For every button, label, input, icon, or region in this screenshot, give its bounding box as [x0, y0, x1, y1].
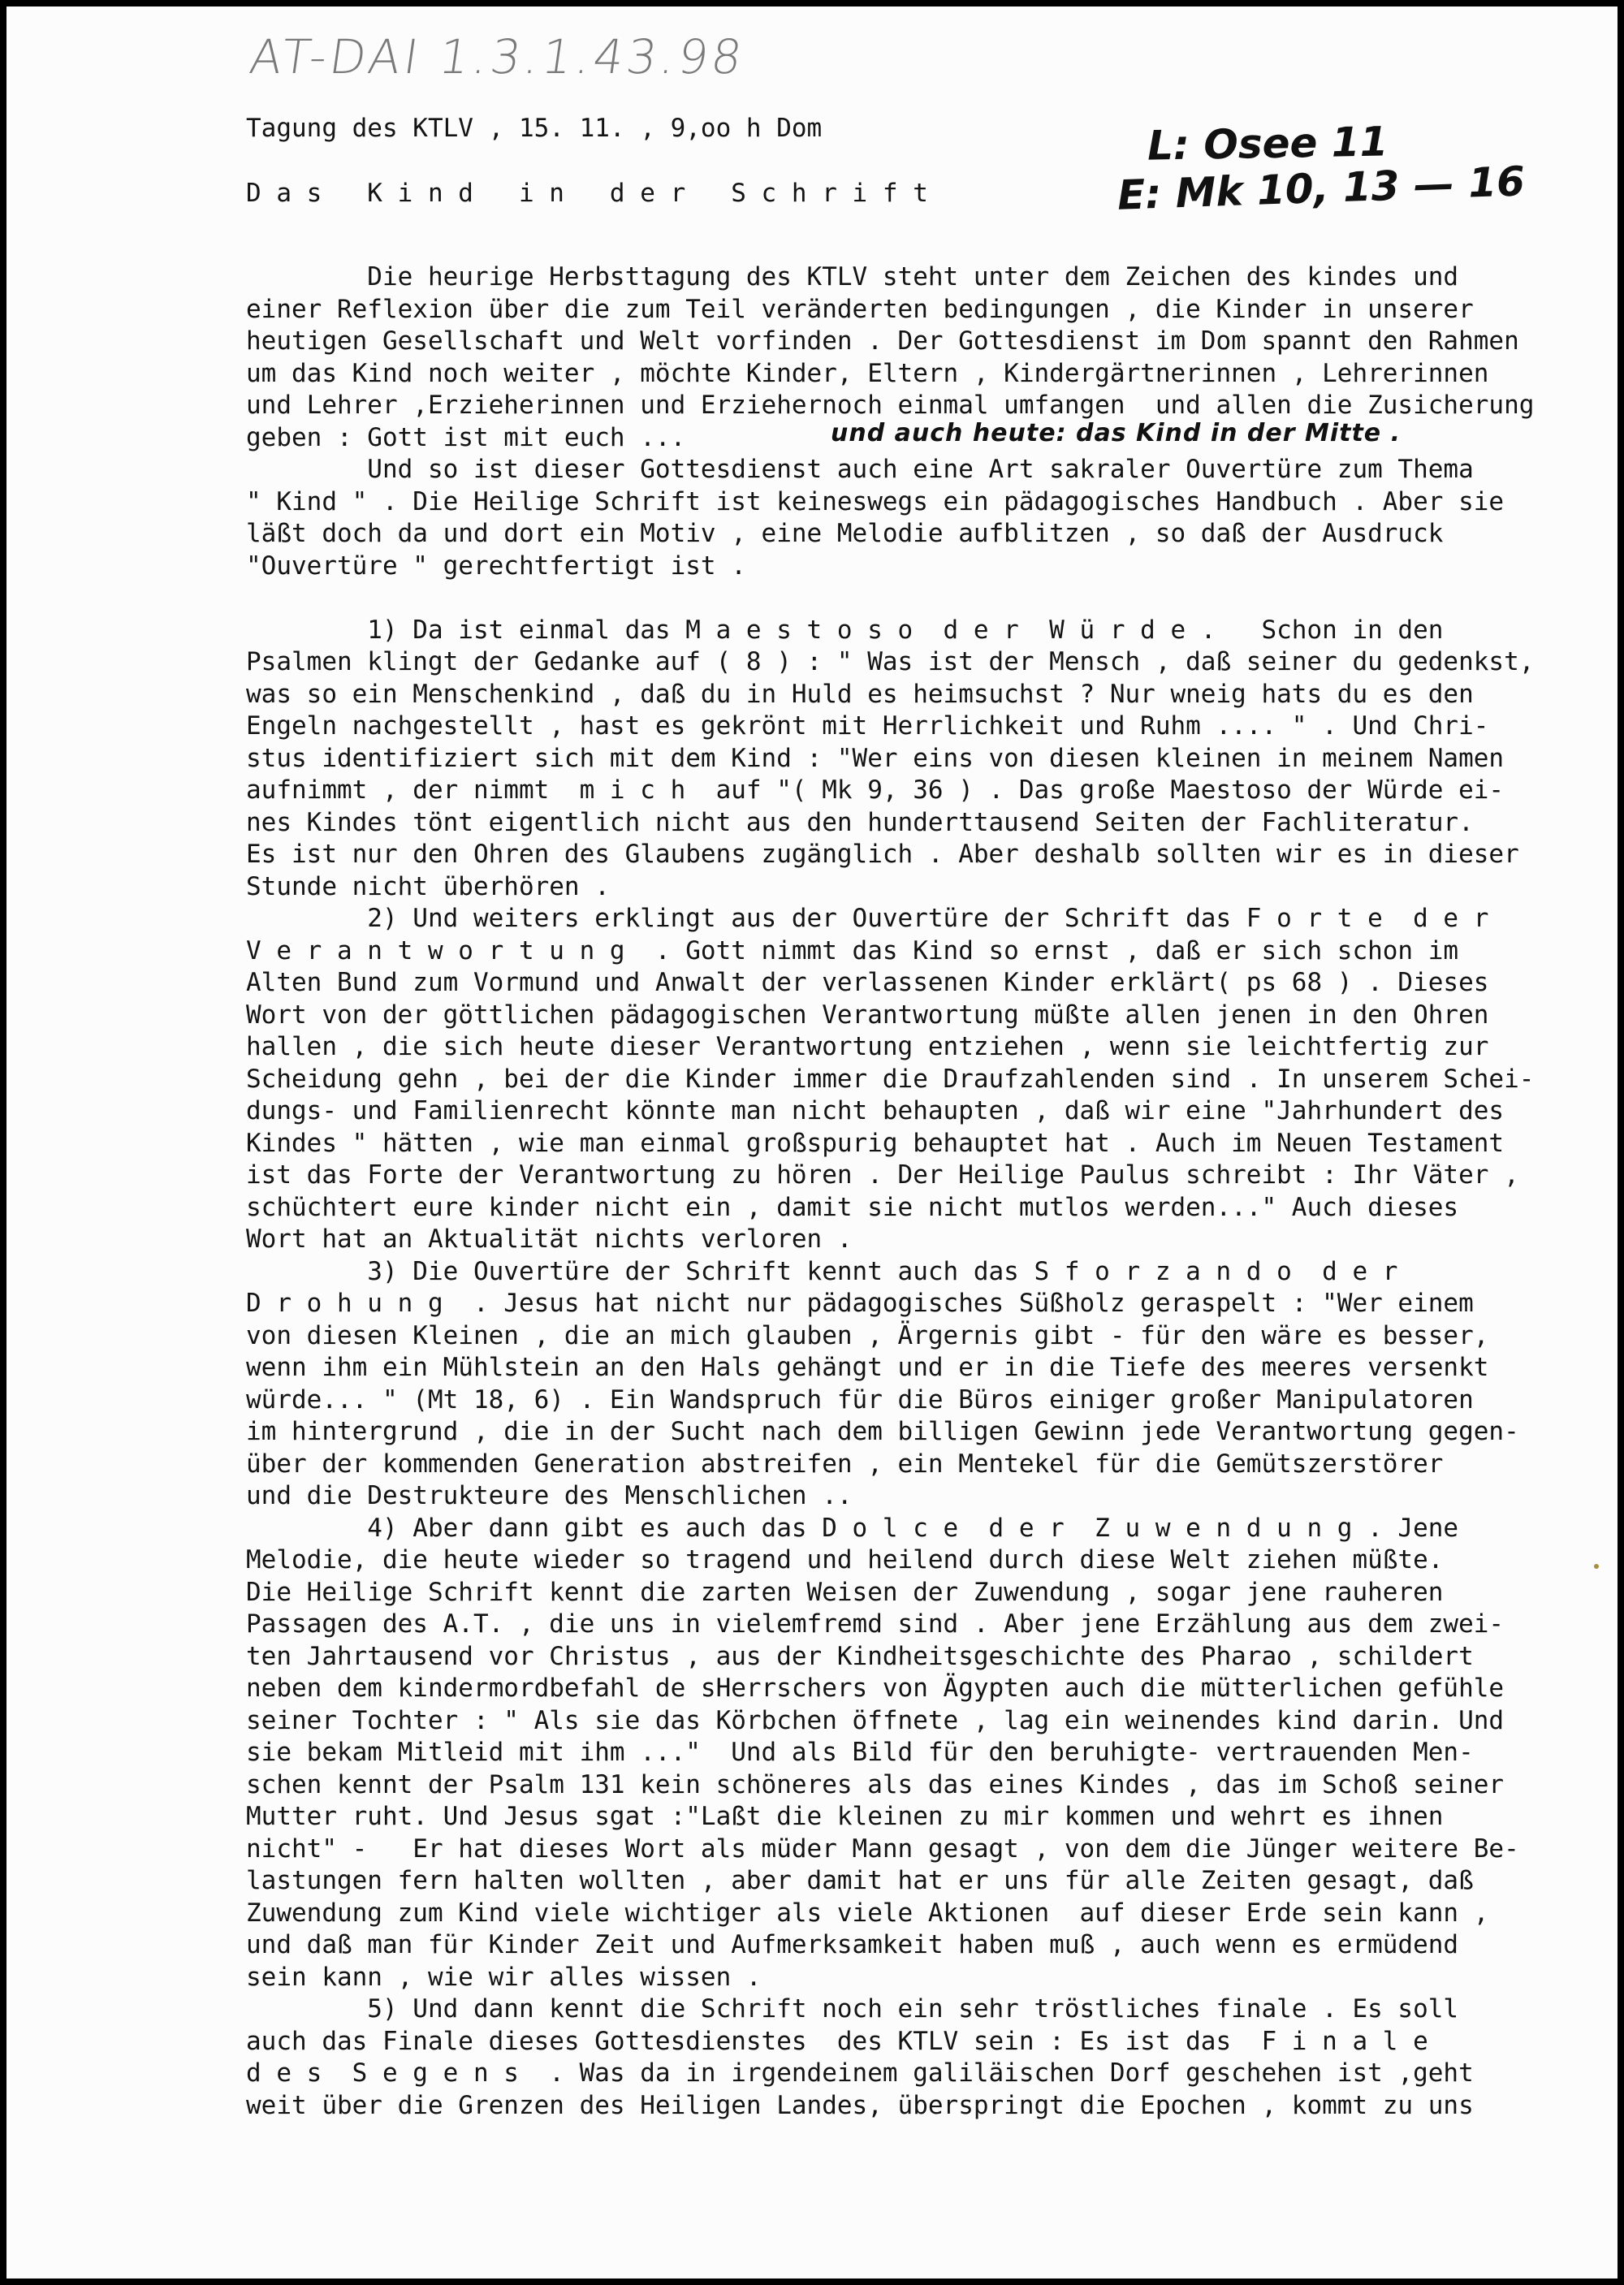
body-line: Mutter ruht. Und Jesus sgat :"Laßt die kleinen zu mir kommen und wehrt es ihnen [246, 1802, 1444, 1831]
archive-signature: AT-DAI 1.3.1.43.98 [246, 29, 749, 84]
body-line: nicht" - Er hat dieses Wort als müder Mann gesagt , von dem die Jünger weitere Be- [246, 1834, 1519, 1864]
body-line: nes Kindes tönt eigentlich nicht aus den hunderttausend Seiten der Fachliteratur. [246, 807, 1474, 837]
body-line: hallen , die sich heute dieser Verantwortung entziehen , wenn sie leichtfertig zur [246, 1032, 1489, 1061]
body-line: Kindes " hätten , wie man einmal großspurig behauptet hat . Auch im Neuen Testament [246, 1128, 1505, 1158]
body-line: sein kann , wie wir alles wissen . [246, 1962, 762, 1992]
body-line: und daß man für Kinder Zeit und Aufmerksamkeit haben muß , auch wenn es ermüdend [246, 1930, 1459, 1959]
body-line: und Lehrer ,Erzieherinnen und Erziehernoch einmal umfangen und allen die Zusicherung [246, 391, 1535, 420]
body-line: Scheidung gehn , bei der die Kinder immer die Draufzahlenden sind . In unserem Schei- [246, 1064, 1535, 1094]
event-header-line: Tagung des KTLV , 15. 11. , 9,oo h Dom [246, 114, 823, 143]
body-line: Wort hat an Aktualität nichts verloren . [246, 1225, 853, 1254]
body-line: D r o h u n g . Jesus hat nicht nur pädagogisches Süßholz geraspelt : "Wer einem [246, 1289, 1474, 1318]
handwritten-gospel-note: E: Mk 10, 13 — 16 [1116, 158, 1526, 219]
body-line: geben : Gott ist mit euch ... [246, 422, 686, 452]
body-line: " Kind " . Die Heilige Schrift ist keineswegs ein pädagogisches Handbuch . Aber sie [246, 486, 1505, 516]
handwritten-margin-note: und auch heute: das Kind in der Mitte . [831, 419, 1401, 447]
body-line: läßt doch da und dort ein Motiv , eine Melodie aufblitzen , so daß der Ausdruck [246, 519, 1444, 548]
body-line: 3) Die Ouvertüre der Schrift kennt auch das S f o r z a n d o d e r [246, 1256, 1398, 1286]
body-line: auch das Finale dieses Gottesdienstes des KTLV sein : Es ist das F i n a l e [246, 2026, 1428, 2056]
body-line: seiner Tochter : " Als sie das Körbchen öffnete , lag ein weinendes kind darin. Und [246, 1705, 1505, 1735]
body-line: V e r a n t w o r t u n g . Gott nimmt das Kind so ernst , daß er sich schon im [246, 935, 1459, 965]
body-line: Es ist nur den Ohren des Glaubens zugänglich . Aber deshalb sollten wir es in dieser [246, 840, 1519, 869]
body-line: Stunde nicht überhören . [246, 871, 610, 901]
body-line: Wort von der göttlichen pädagogischen Verantwortung müßte allen jenen in den Ohren [246, 1000, 1489, 1030]
body-line: was so ein Menschenkind , daß du in Huld es heimsuchst ? Nur wneig hats du es den [246, 679, 1474, 709]
body-line: ist das Forte der Verantwortung zu hören . Der Heilige Paulus schreibt : Ihr Väter , [246, 1160, 1519, 1190]
body-line: Die Heilige Schrift kennt die zarten Weisen der Zuwendung , sogar jene rauheren [246, 1577, 1444, 1607]
body-line: Und so ist dieser Gottesdienst auch eine Art sakraler Ouvertüre zum Thema [246, 455, 1474, 484]
body-line: 1) Da ist einmal das M a e s t o s o d e r W ü r d e . Schon in den [246, 615, 1444, 645]
body-line: von diesen Kleinen , die an mich glauben , Ärgernis gibt - für den wäre es besser, [246, 1320, 1489, 1350]
body-text [246, 261, 1534, 2122]
body-line: lastungen fern halten wollten , aber damit hat er uns für alle Zeiten gesagt, daß [246, 1866, 1474, 1895]
body-line: aufnimmt , der nimmt m i c h auf "( Mk 9, 36 ) . Das große Maestoso der Würde ei- [246, 775, 1505, 805]
body-line: 2) Und weiters erklingt aus der Ouvertüre der Schrift das F o r t e d e r [246, 904, 1489, 933]
body-line: Engeln nachgestellt , hast es gekrönt mit Herrlichkeit und Ruhm .... " . Und Chri- [246, 711, 1489, 741]
body-line: schen kennt der Psalm 131 kein schöneres als das eines Kindes , das im Schoß seiner [246, 1769, 1505, 1799]
body-line: schüchtert eure kinder nicht ein , damit sie nicht mutlos werden..." Auch dieses [246, 1192, 1459, 1222]
body-line: sie bekam Mitleid mit ihm ..." Und als Bild für den beruhigte- vertrauenden Men- [246, 1738, 1474, 1767]
body-line: Zuwendung zum Kind viele wichtiger als viele Aktionen auf dieser Erde sein kann , [246, 1898, 1489, 1928]
body-line: einer Reflexion über die zum Teil veränderten bedingungen , die Kinder in unserer [246, 294, 1474, 324]
body-line: 4) Aber dann gibt es auch das D o l c e d e r Z u w e n d u n g . Jene [246, 1513, 1459, 1543]
body-line: im hintergrund , die in der Sucht nach dem billigen Gewinn jede Verantwortung gegen- [246, 1417, 1519, 1446]
body-line: 5) Und dann kennt die Schrift noch ein sehr tröstliches finale . Es soll [246, 1994, 1459, 2024]
body-line: Die heurige Herbsttagung des KTLV steht unter dem Zeichen des kindes und [246, 262, 1459, 292]
body-line: "Ouvertüre " gerechtfertigt ist . [246, 551, 746, 581]
body-line: neben dem kindermordbefahl de sHerrschers von Ägypten auch die mütterlichen gefühle [246, 1674, 1505, 1703]
handwritten-reading-note: L: Osee 11 [1147, 118, 1389, 170]
body-line: Passagen des A.T. , die uns in vielemfremd sind . Aber jene Erzählung aus dem zwei- [246, 1609, 1505, 1639]
body-line: heutigen Gesellschaft und Welt vorfinden . Der Gottesdienst im Dom spannt den Rahmen [246, 326, 1519, 356]
body-line: wenn ihm ein Mühlstein an den Hals gehängt und er in die Tiefe des meeres versenkt [246, 1353, 1489, 1382]
document-title: D a s K i n d i n d e r S c h r i f t [246, 179, 928, 208]
document-page [6, 6, 1618, 2279]
body-line: dungs- und Familienrecht könnte man nicht behaupten , daß wir eine "Jahrhundert des [246, 1096, 1505, 1125]
body-line: Alten Bund zum Vormund und Anwalt der verlassenen Kinder erklärt( ps 68 ) . Dieses [246, 968, 1489, 997]
body-line: Psalmen klingt der Gedanke auf ( 8 ) : " Was ist der Mensch , daß seiner du gedenkst, [246, 647, 1535, 676]
ink-spot [1594, 1564, 1599, 1569]
body-line: stus identifiziert sich mit dem Kind : "Wer eins von diesen kleinen in meinem Namen [246, 743, 1505, 773]
body-line: über der kommenden Generation abstreifen , ein Mentekel für die Gemütszerstörer [246, 1449, 1444, 1479]
body-line: Melodie, die heute wieder so tragend und heilend durch diese Welt ziehen müßte. [246, 1545, 1444, 1574]
body-line: ten Jahrtausend vor Christus , aus der Kindheitsgeschichte des Pharao , schildert [246, 1641, 1474, 1671]
body-line: weit über die Grenzen des Heiligen Landes, überspringt die Epochen , kommt zu uns [246, 2090, 1474, 2120]
body-line: würde... " (Mt 18, 6) . Ein Wandspruch für die Büros einiger großer Manipulatoren [246, 1384, 1474, 1415]
body-line: und die Destrukteure des Menschlichen .. [246, 1481, 853, 1510]
body-line: um das Kind noch weiter , möchte Kinder, Eltern , Kindergärtnerinnen , Lehrerinnen [246, 358, 1489, 388]
body-line: d e s S e g e n s . Was da in irgendeinem galiläischen Dorf geschehen ist ,geht [246, 2058, 1474, 2088]
